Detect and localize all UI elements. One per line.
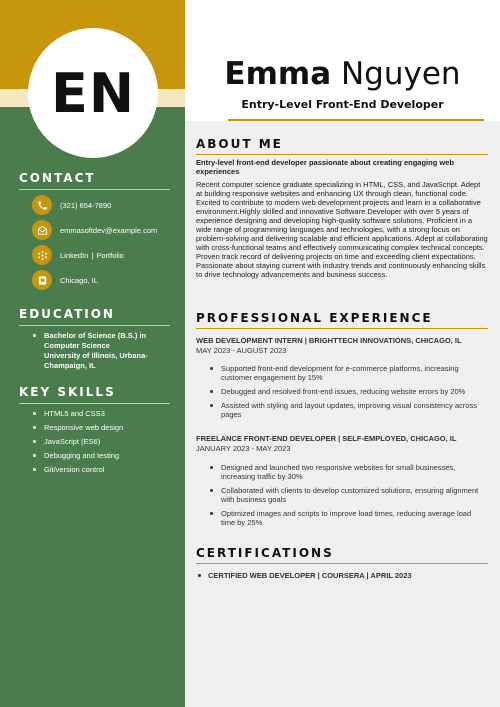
education-item (32, 331, 172, 371)
about-heading: ABOUT ME (196, 137, 283, 151)
skill-item: Git/version control (32, 465, 172, 475)
contact-location (32, 270, 98, 290)
phone-text: (321) 654-7890 (60, 200, 112, 210)
first-name: Emma (224, 56, 332, 92)
job-bullet: Designed and launched two responsive websites for small businesses, increasing traffic by 30% (208, 463, 480, 481)
job-dates: JANUARY 2023 - MAY 2023 (196, 444, 291, 453)
linkedin-link[interactable]: LinkedIn (60, 250, 89, 260)
certifications-list (196, 571, 488, 580)
links-text (60, 251, 124, 260)
education-list (32, 331, 172, 375)
job-dates: MAY 2023 - AUGUST 2023 (196, 346, 287, 355)
contact-divider (19, 189, 170, 190)
education-school: University of Illinois, Urbana-Champaign, IL (44, 351, 148, 370)
email-icon (32, 220, 52, 240)
certification-item: CERTIFIED WEB DEVELOPER | COURSERA | APRIL 2023 (196, 571, 488, 580)
job-bullet: Collaborated with clients to develop customized solutions, ensuring alignment with business goals (208, 486, 480, 504)
about-divider (196, 154, 488, 155)
job-bullet: Assisted with styling and layout updates, improving visual consistency across pages (208, 401, 480, 419)
education-degree: Bachelor of Science (B.S.) in Computer Science (44, 331, 147, 350)
job-bullets (208, 364, 480, 424)
job-bullet: Optimized images and scripts to improve load times, reducing average load time by 25% (208, 509, 480, 527)
about-lead: Entry-level front-end developer passionate about creating engaging web experiences (196, 158, 454, 176)
monogram-avatar: EN (28, 28, 158, 158)
experience-divider (196, 328, 488, 329)
contact-phone[interactable] (32, 195, 111, 215)
link-icon (32, 245, 52, 265)
job-title: Entry-Level Front-End Developer (241, 98, 444, 111)
last-name: Nguyen (340, 56, 461, 92)
skills-heading: KEY SKILLS (19, 385, 116, 399)
skill-item: Responsive web design (32, 423, 172, 433)
email-text: emmasoftdev@example.com (60, 225, 158, 235)
contact-heading: CONTACT (19, 171, 96, 185)
skill-item: HTML5 and CSS3 (32, 409, 172, 419)
skill-item: JavaScript (ES6) (32, 437, 172, 447)
job-bullets (208, 463, 480, 532)
skills-divider (19, 403, 170, 404)
location-text: Chicago, IL (60, 275, 98, 285)
job-header: FREELANCE FRONT-END DEVELOPER | SELF-EMPLOYED, CHICAGO, IL (196, 434, 457, 443)
certifications-divider (196, 563, 488, 564)
job-header: WEB DEVELOPMENT INTERN | BRIGHTTECH INNOVATIONS, CHICAGO, IL (196, 336, 462, 345)
education-divider (19, 325, 170, 326)
education-heading: EDUCATION (19, 307, 115, 321)
job-bullet: Debugged and resolved front-end issues, reducing website errors by 20% (208, 387, 480, 396)
phone-icon (32, 195, 52, 215)
contact-email[interactable] (32, 220, 157, 240)
job-bullet: Supported front-end development for e-commerce platforms, increasing customer engagement by 15% (208, 364, 480, 382)
location-icon (32, 270, 52, 290)
certifications-heading: CERTIFICATIONS (196, 546, 334, 560)
contact-links[interactable] (32, 245, 124, 265)
skills-list (32, 409, 172, 479)
about-body: Recent computer science graduate specializing in HTML, CSS, and JavaScript. Adept at building responsive websites and enhancing UX through clean, functional code. Excited to contribute to modern web development projects and learn in a collaborative environment.Highly skilled and innovative Software Developer with over 5 years of experience designing and developing high-quality software solutions. Proficient in a wide range of programming languages and technologies, with a strong focus on problem-solving and delivering scalable and efficient applications. Adept at collaborating with cross-functional teams and effectively communicating complex technical concepts. Proven track record of delivering projects on time and exceeding client expectations. Passionate about staying current with industry trends and continuously enhancing skills to drive technology advancements and business success. (196, 180, 488, 279)
title-divider (228, 119, 484, 121)
skill-item: Debugging and testing (32, 451, 172, 461)
link-separator: | (91, 250, 94, 260)
portfolio-link[interactable]: Portfolio (96, 250, 124, 260)
candidate-name (185, 56, 500, 92)
experience-heading: PROFESSIONAL EXPERIENCE (196, 311, 433, 325)
